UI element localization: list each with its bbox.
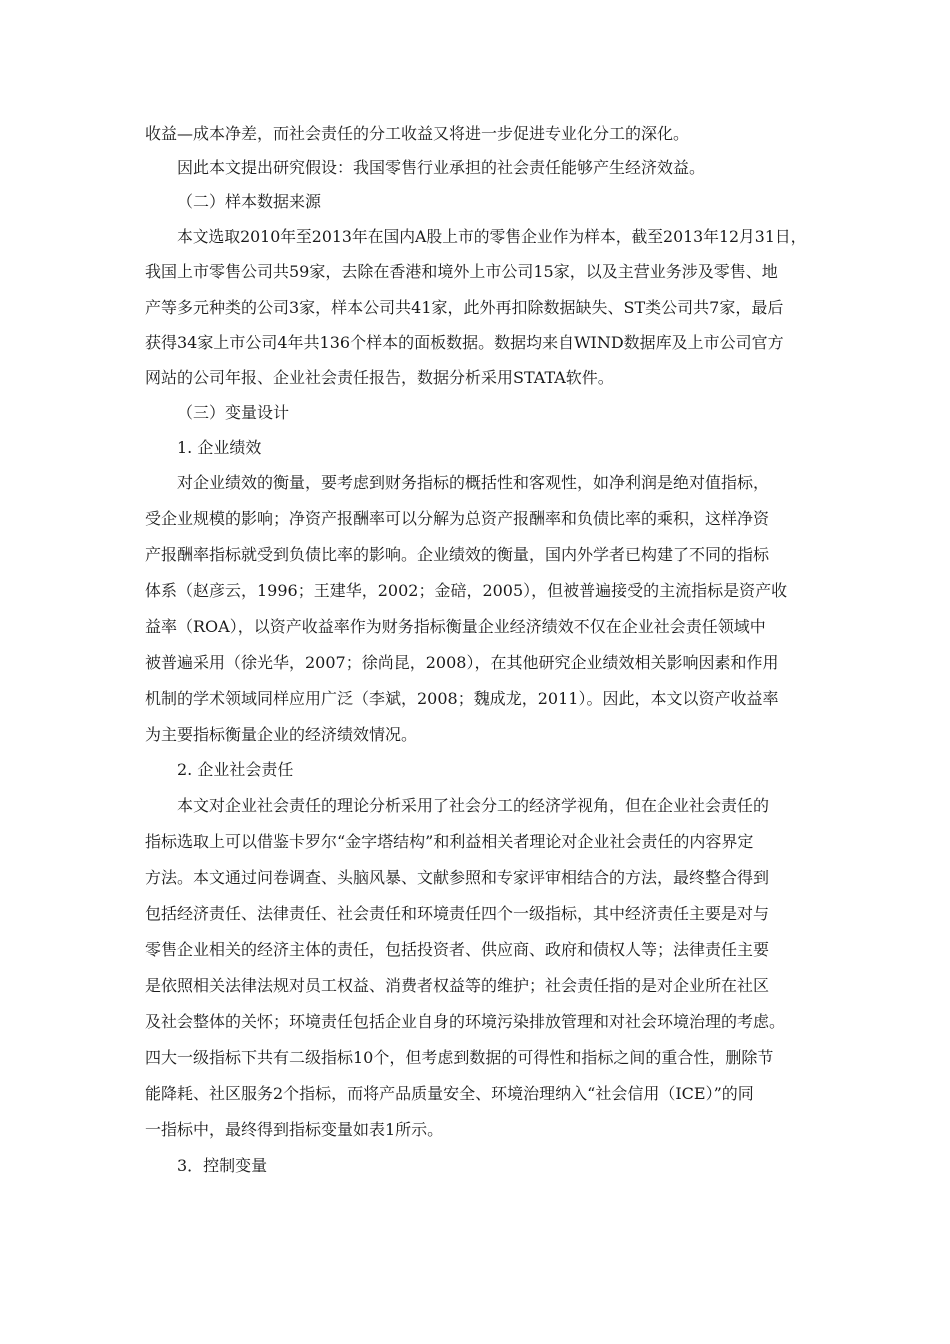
- text-line: 网站的公司年报、企业社会责任报告，数据分析采用STATA软件。: [145, 368, 614, 387]
- subsection-heading: 1. 企业绩效: [177, 438, 262, 457]
- text-line: 收益—成本净差，而社会责任的分工收益又将进一步促进专业化分工的深化。: [145, 124, 690, 143]
- text-line: 是依照相关法律法规对员工权益、消费者权益等的维护；社会责任指的是对企业所在社区: [145, 976, 770, 995]
- text-line: 产等多元种类的公司3家，样本公司共41家，此外再扣除数据缺失、ST类公司共7家，最后: [145, 298, 784, 317]
- text-line: 受企业规模的影响；净资产报酬率可以分解为总资产报酬率和负债比率的乘积，这样净资: [145, 509, 770, 528]
- text-line: 我国上市零售公司共59家，去除在香港和境外上市公司15家，以及主营业务涉及零售、地: [145, 262, 778, 281]
- text-line: 产报酬率指标就受到负债比率的影响。企业绩效的衡量，国内外学者已构建了不同的指标: [145, 545, 770, 564]
- section-heading: （二）样本数据来源: [177, 192, 322, 211]
- section-heading: （三）变量设计: [177, 403, 290, 422]
- text-line: 本文选取2010年至2013年在国内A股上市的零售企业作为样本，截至2013年12月31日，: [177, 227, 807, 246]
- text-line: 零售企业相关的经济主体的责任，包括投资者、供应商、政府和债权人等；法律责任主要: [145, 940, 770, 959]
- text-line: 一指标中，最终得到指标变量如表1所示。: [145, 1120, 444, 1139]
- text-line: 四大一级指标下共有二级指标10个，但考虑到数据的可得性和指标之间的重合性，删除节: [145, 1048, 774, 1067]
- text-line: 对企业绩效的衡量，要考虑到财务指标的概括性和客观性，如净利润是绝对值指标，: [177, 473, 770, 492]
- text-line: 为主要指标衡量企业的经济绩效情况。: [145, 725, 418, 744]
- text-line: 体系（赵彦云，1996；王建华，2002；金碚，2005），但被普遍接受的主流指标是资产收: [145, 581, 788, 600]
- text-line: 被普遍采用（徐光华，2007；徐尚昆，2008），在其他研究企业绩效相关影响因素和作用: [145, 653, 779, 672]
- text-line: 及社会整体的关怀；环境责任包括企业自身的环境污染排放管理和对社会环境治理的考虑。: [145, 1012, 786, 1031]
- text-line: 益率（ROA），以资产收益率作为财务指标衡量企业经济绩效不仅在企业社会责任领域中: [145, 617, 766, 636]
- text-line: 能降耗、社区服务2个指标，而将产品质量安全、环境治理纳入“社会信用（ICE）”的同: [145, 1084, 754, 1103]
- text-line: 方法。本文通过问卷调查、头脑风暴、文献参照和专家评审相结合的方法，最终整合得到: [145, 868, 770, 887]
- text-line: 机制的学术领域同样应用广泛（李斌，2008；魏成龙，2011）。因此，本文以资产收益率: [145, 689, 779, 708]
- text-line: 获得34家上市公司4年共136个样本的面板数据。数据均来自WIND数据库及上市公司官方: [145, 333, 784, 352]
- subsection-heading: 3．控制变量: [177, 1156, 268, 1175]
- text-line: 包括经济责任、法律责任、社会责任和环境责任四个一级指标，其中经济责任主要是对与: [145, 904, 770, 923]
- text-line: 本文对企业社会责任的理论分析采用了社会分工的经济学视角，但在企业社会责任的: [177, 796, 770, 815]
- text-line: 指标选取上可以借鉴卡罗尔“金字塔结构”和利益相关者理论对企业社会责任的内容界定: [145, 832, 754, 851]
- subsection-heading: 2. 企业社会责任: [177, 760, 294, 779]
- text-line: 因此本文提出研究假设：我国零售行业承担的社会责任能够产生经济效益。: [177, 158, 706, 177]
